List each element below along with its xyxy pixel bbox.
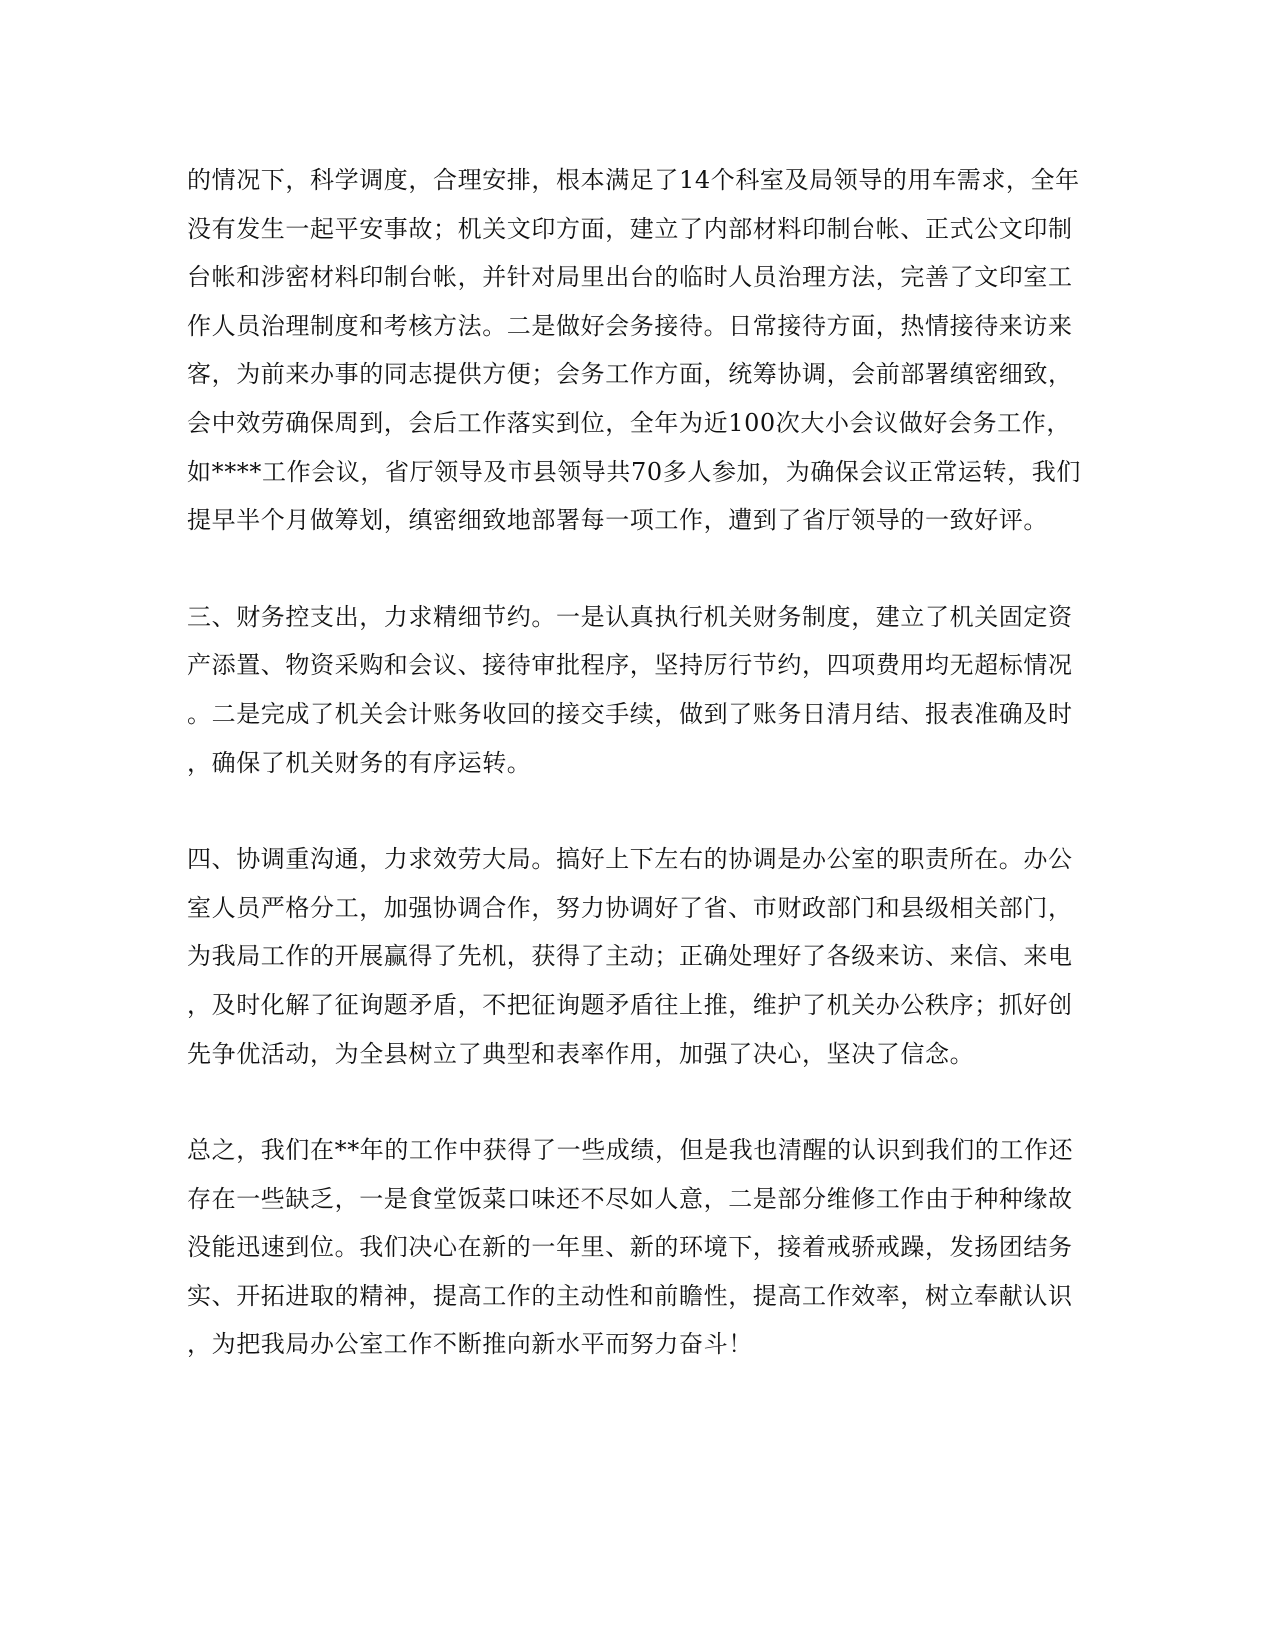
paragraph-coordination [187, 835, 1092, 1078]
text-line: 没能迅速到位。我们决心在新的一年里、新的环境下，接着戒骄戒躁，发扬团结务 [187, 1233, 1073, 1262]
text-line: 四、协调重沟通，力求效劳大局。搞好上下左右的协调是办公室的职责所在。办公 [187, 845, 1073, 874]
text-line: 存在一些缺乏，一是食堂饭菜口味还不尽如人意，二是部分维修工作由于种种缘故 [187, 1184, 1073, 1213]
document-body [187, 156, 1092, 1417]
text-line: 三、财务控支出，力求精细节约。一是认真执行机关财务制度，建立了机关固定资 [187, 602, 1073, 631]
text-line: 产添置、物资采购和会议、接待审批程序，坚持厉行节约，四项费用均无超标情况 [187, 651, 1073, 680]
text-line: 。二是完成了机关会计账务收回的接交手续，做到了账务日清月结、报表准确及时 [187, 699, 1073, 728]
text-line: 提早半个月做筹划，缜密细致地部署每一项工作，遭到了省厅领导的一致好评。 [187, 506, 1048, 535]
text-line: 的情况下，科学调度，合理安排，根本满足了14个科室及局领导的用车需求，全年 [187, 166, 1080, 194]
text-line: 如****工作会议，省厅领导及市县领导共70多人参加，为确保会议正常运转，我们 [187, 457, 1081, 486]
text-line: ，确保了机关财务的有序运转。 [187, 748, 532, 777]
text-line: 没有发生一起平安事故；机关文印方面，建立了内部材料印制台帐、正式公文印制 [187, 214, 1073, 243]
text-line: ，及时化解了征询题矛盾，不把征询题矛盾往上推，维护了机关办公秩序；抓好创 [187, 990, 1073, 1019]
text-line: 台帐和涉密材料印制台帐，并针对局里出台的临时人员治理方法，完善了文印室工 [187, 263, 1073, 292]
text-line: 作人员治理制度和考核方法。二是做好会务接待。日常接待方面，热情接待来访来 [187, 311, 1073, 340]
text-line: 先争优活动，为全县树立了典型和表率作用，加强了决心，坚决了信念。 [187, 1039, 975, 1068]
text-line: 总之，我们在**年的工作中获得了一些成绩，但是我也清醒的认识到我们的工作还 [187, 1136, 1074, 1165]
paragraph-vehicle-and-reception [187, 156, 1092, 545]
text-line: 会中效劳确保周到，会后工作落实到位，全年为近100次大小会议做好会务工作， [187, 408, 1072, 437]
paragraph-summary [187, 1126, 1092, 1369]
text-line: ，为把我局办公室工作不断推向新水平而努力奋斗！ [187, 1330, 753, 1359]
text-line: 室人员严格分工，加强协调合作，努力协调好了省、市财政部门和县级相关部门， [187, 893, 1073, 922]
text-line: 客，为前来办事的同志提供方便；会务工作方面，统筹协调，会前部署缜密细致， [187, 360, 1073, 389]
paragraph-finance [187, 593, 1092, 787]
text-line: 为我局工作的开展赢得了先机，获得了主动；正确处理好了各级来访、来信、来电 [187, 942, 1073, 971]
text-line: 实、开拓进取的精神，提高工作的主动性和前瞻性，提高工作效率，树立奉献认识 [187, 1281, 1073, 1310]
